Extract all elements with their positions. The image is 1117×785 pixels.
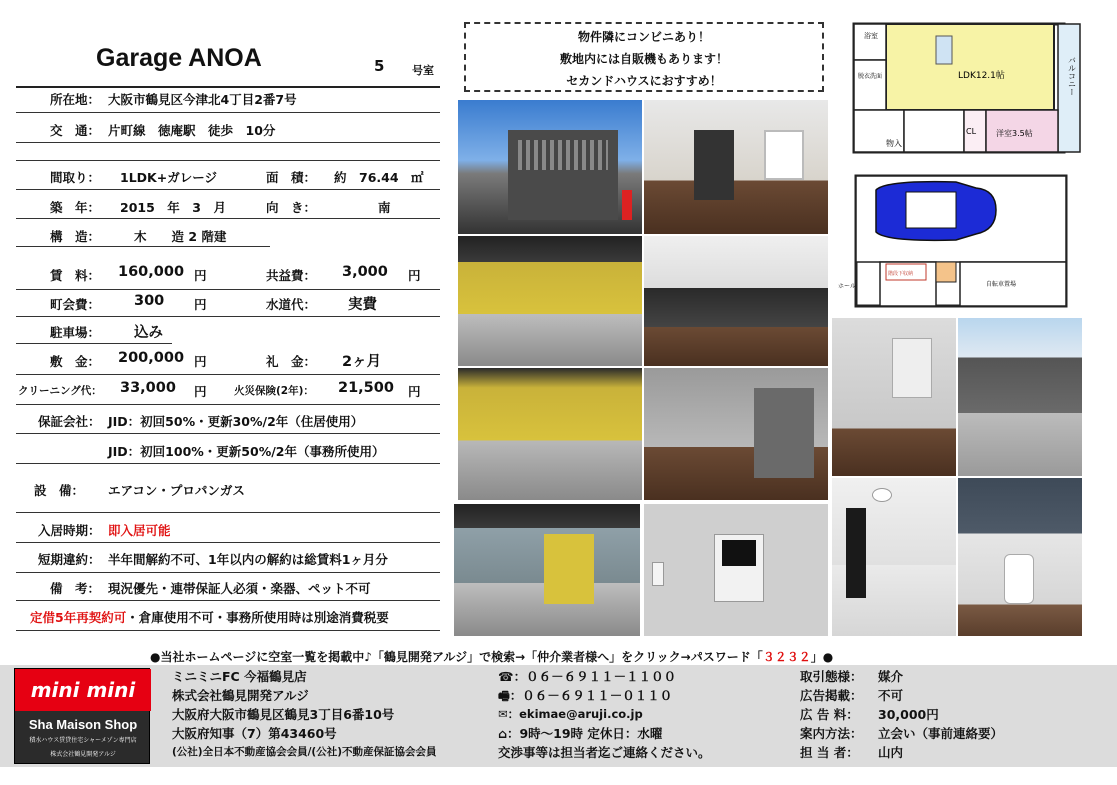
common-fee-label: 共益費： (266, 268, 317, 283)
town-fee-label: 町会費： (50, 297, 101, 312)
bathroom-photo (832, 478, 956, 636)
transport-value: 片町線 徳庵駅 徒歩 10分 (108, 123, 276, 138)
intercom-photo (644, 504, 828, 636)
facility-value: エアコン・プロパンガス (108, 483, 245, 498)
water-value: 実費 (348, 297, 377, 313)
divider (16, 160, 440, 161)
yen-unit: 円 (194, 354, 207, 369)
deposit-label: 敷 金： (50, 354, 101, 369)
homepage-notice-text: ●当社ホームページに空室一覧を掲載中♪「鶴見開発アルジ」で検索→「仲介業者様へ」をクリック→パスワード「 (150, 650, 763, 664)
key-money-value: 2ヶ月 (342, 354, 382, 370)
yen-unit: 円 (408, 268, 421, 283)
divider (16, 600, 440, 601)
association: (公社)全日本不動産協会会員/(公社)不動産保証協会会員 (172, 746, 437, 758)
license-number: 大阪府知事（7）第43460号 (172, 726, 337, 741)
layout-value: 1LDK+ガレージ (120, 170, 217, 185)
cleaning-value: 33,000 (120, 380, 176, 396)
password: ３２３２ (762, 650, 811, 664)
floorplan-lower (836, 170, 1082, 312)
divider (16, 86, 440, 88)
divider (16, 343, 172, 344)
garage-photo (458, 236, 642, 366)
terms-values (878, 667, 1003, 762)
minimini-logo-text: mini mini (15, 669, 151, 711)
notice-line: 敷地内には自販機もあります！ (559, 52, 728, 66)
yen-unit: 円 (408, 384, 421, 399)
phone: ☎：０６－６９１１－１１００ (498, 669, 677, 684)
email: ✉：ekimae@aruji.co.jp (498, 707, 643, 721)
divider (16, 463, 440, 464)
ad-value: 不可 (878, 688, 904, 703)
room-number: 5 (374, 57, 385, 75)
bike-parking-label: 自転車置場 (986, 281, 1017, 288)
area-label: 面 積： (266, 170, 317, 185)
yen-unit: 円 (194, 384, 207, 399)
deal-type-label: 取引態様： (800, 669, 863, 684)
remarks-value: 現況優先・連帯保証人必須・楽器、ペット不可 (108, 581, 371, 596)
built-value: 2015 年 3 月 (120, 200, 226, 215)
fixed-term-note (30, 608, 389, 626)
divider (16, 316, 440, 317)
deal-type-value: 媒介 (878, 669, 904, 684)
guide-label: 案内方法： (800, 726, 863, 741)
room-suffix: 号室 (412, 64, 434, 77)
guide-value: 立会い（事前連絡要） (878, 726, 1004, 741)
closet-label: CL (966, 127, 977, 136)
exterior-photo (458, 100, 642, 234)
divider (16, 630, 440, 631)
western-room-label: 洋室3.5帖 (996, 129, 1033, 138)
divider (16, 189, 440, 190)
logo-subtitle: 積水ハウス賃貸住宅シャーメゾン専門店 (29, 737, 137, 744)
stairs-storage-label: 階段下収納 (888, 271, 914, 277)
ldk-label: LDK12.1帖 (958, 71, 1005, 81)
divider (16, 246, 270, 247)
fire-insurance-value: 21,500 (338, 380, 394, 396)
yen-unit: 円 (194, 297, 207, 312)
storage-label: 物入 (886, 139, 902, 148)
ad-label: 広告掲載： (800, 688, 863, 703)
business-hours: ⌂：9時～19時 定休日：水曜 (498, 726, 663, 741)
homepage-notice-end: 」● (810, 650, 834, 664)
balcony-label: バルコニー (1067, 56, 1077, 96)
divider (16, 512, 440, 513)
transport-label: 交 通： (50, 123, 101, 138)
company-info (172, 667, 437, 762)
yen-unit: 円 (194, 268, 207, 283)
rent-label: 賃 料： (50, 268, 101, 283)
guarantee-residential: JID：初回50%・更新30%/2年（住居使用） (108, 414, 364, 429)
room-photo (644, 368, 828, 500)
divider (16, 433, 440, 434)
early-cancel-label: 短期違約： (38, 552, 101, 567)
fax: 🖷：０６－６９１１－０１１０ (498, 688, 673, 703)
homepage-notice (150, 648, 833, 665)
shamaison-logo-text: Sha Maison Shop (28, 717, 138, 732)
notice-line: 物件隣にコンビニあり！ (577, 30, 710, 44)
structure-value: 木 造 2 階建 (134, 229, 227, 244)
divider (16, 289, 440, 290)
built-label: 築 年： (50, 200, 101, 215)
remarks-label: 備 考： (50, 581, 101, 596)
notice-line: セカンドハウスにおすすめ！ (566, 74, 722, 88)
contact-info (498, 667, 711, 762)
common-fee-value: 3,000 (342, 264, 388, 280)
property-title: Garage ANOA (96, 44, 262, 72)
floorplan-upper (846, 20, 1086, 160)
wash-label: 脱衣洗面 (858, 73, 883, 80)
structure-label: 構 造： (50, 229, 101, 244)
fire-insurance-label: 火災保険(2年)： (234, 385, 314, 397)
parking-label: 駐車場： (50, 325, 101, 340)
kitchen-counter-photo (644, 236, 828, 366)
key-money-label: 礼 金： (266, 354, 317, 369)
direction-label: 向 き： (266, 200, 317, 215)
company-logo (14, 668, 150, 764)
bath-label: 浴室 (864, 32, 878, 40)
terms-labels (800, 667, 863, 762)
staff-value: 山内 (878, 745, 904, 760)
guarantee-label: 保証会社： (38, 414, 101, 429)
notice-box (464, 22, 824, 92)
divider (16, 542, 440, 543)
parking-value: 込み (134, 325, 163, 341)
divider (16, 218, 440, 219)
move-in-value: 即入居可能 (108, 523, 171, 538)
town-fee-value: 300 (134, 293, 165, 309)
store-name: ミニミニFC 今福鶴見店 (172, 669, 307, 684)
washroom-photo (832, 318, 956, 476)
divider (16, 374, 440, 375)
garage-interior-photo (458, 368, 642, 500)
kitchen-photo (644, 100, 828, 234)
fixed-term-rest: ・倉庫使用不可・事務所使用時は別途消費税要 (126, 610, 389, 625)
fixed-term-highlight: 定借5年再契約可 (30, 610, 127, 625)
logo-company: 株式会社鶴見開発アルジ (50, 751, 116, 758)
company-address: 大阪府大阪市鶴見区鶴見3丁目6番10号 (172, 707, 395, 722)
negotiation-note: 交渉事等は担当者迄ご連絡ください。 (498, 745, 711, 760)
water-label: 水道代： (266, 297, 317, 312)
toilet-photo (958, 478, 1082, 636)
ad-fee-value: 30,000円 (878, 707, 939, 722)
deposit-value: 200,000 (118, 350, 185, 366)
early-cancel-value: 半年間解約不可、1年以内の解約は総賃料1ヶ月分 (108, 552, 388, 567)
cleaning-label: クリーニング代： (18, 385, 102, 397)
address-label: 所在地： (50, 92, 101, 107)
guarantee-office: JID：初回100%・更新50%/2年（事務所使用） (108, 444, 385, 459)
layout-label: 間取り： (50, 170, 101, 185)
divider (16, 112, 440, 113)
move-in-label: 入居時期： (38, 523, 101, 538)
company-name: 株式会社鶴見開発アルジ (172, 688, 309, 703)
staff-label: 担 当 者： (800, 745, 859, 760)
address-value: 大阪市鶴見区今津北4丁目2番7号 (108, 92, 297, 107)
area-value: 約 76.44 ㎡ (334, 170, 424, 185)
rent-value: 160,000 (118, 264, 185, 280)
direction-value: 南 (378, 200, 391, 215)
garage-entrance-photo (454, 504, 640, 636)
divider (16, 572, 440, 573)
balcony-photo (958, 318, 1082, 476)
divider (16, 142, 440, 143)
divider (16, 404, 440, 405)
facility-label: 設 備： (34, 483, 85, 498)
ad-fee-label: 広 告 料： (800, 707, 859, 722)
hall-label: ホール (838, 283, 856, 290)
